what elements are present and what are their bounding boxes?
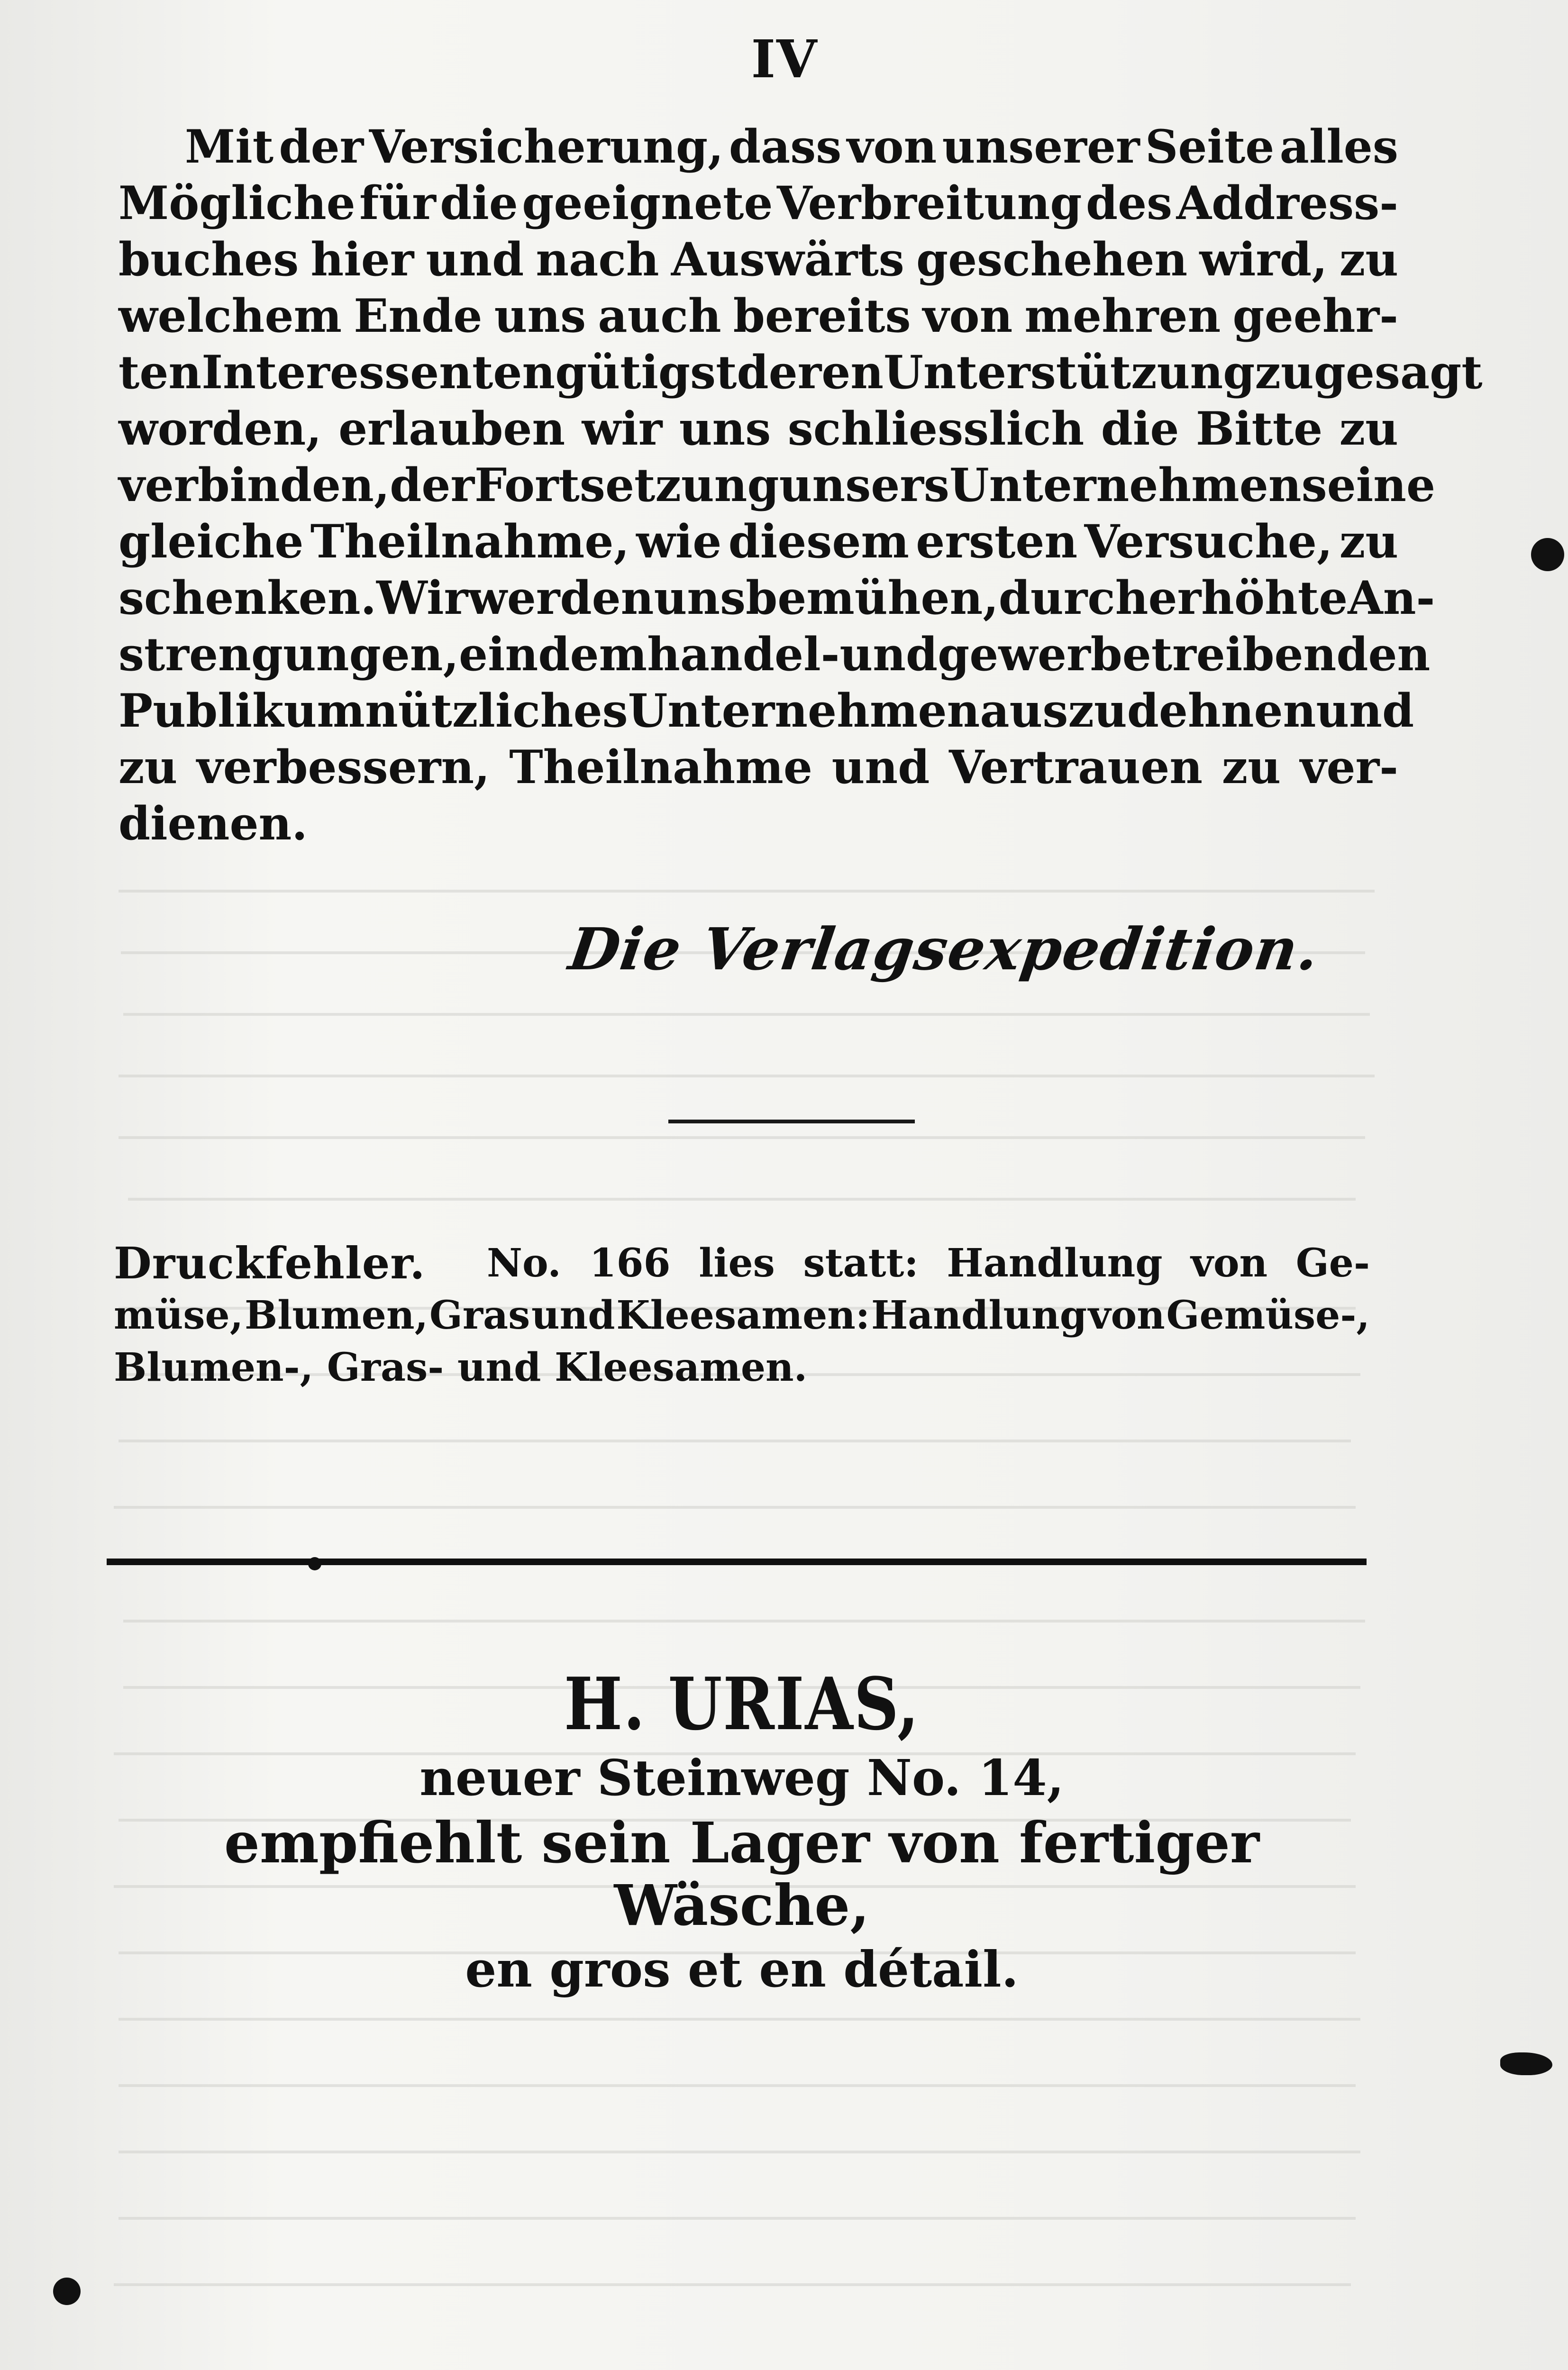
word: die xyxy=(440,176,518,230)
word: werden xyxy=(468,571,654,625)
word: zu xyxy=(119,740,178,794)
word: An- xyxy=(1348,571,1435,625)
word: ersten xyxy=(916,515,1078,568)
errata-line xyxy=(114,1341,1370,1394)
word: Handlung xyxy=(871,1293,1087,1338)
word: von xyxy=(922,289,1013,343)
word: 166 xyxy=(589,1240,671,1286)
paragraph-line xyxy=(119,570,1435,626)
word: geehr- xyxy=(1232,289,1398,343)
word: und xyxy=(426,233,524,286)
word: und xyxy=(839,628,938,681)
ink-speck xyxy=(1500,2052,1552,2075)
word: welchem xyxy=(119,289,342,343)
word: zu xyxy=(1222,740,1281,794)
word: Seite xyxy=(1145,120,1275,173)
paragraph-line xyxy=(119,739,1398,795)
errata-line xyxy=(114,1289,1370,1341)
word: Versicherung, xyxy=(369,120,724,173)
word: zugesagt xyxy=(1255,346,1483,399)
word: dem xyxy=(538,628,647,681)
word: auszudehnen xyxy=(980,684,1316,738)
word: uns xyxy=(679,402,771,456)
paragraph-line xyxy=(119,175,1398,231)
word: ver- xyxy=(1300,740,1398,794)
word: wird, xyxy=(1199,233,1328,286)
word: gütigst xyxy=(555,346,737,399)
word: Handlung xyxy=(947,1240,1163,1286)
word: Theilnahme xyxy=(509,740,812,794)
word: Kleesamen: xyxy=(616,1293,870,1338)
word: gewerbetreibenden xyxy=(938,628,1431,681)
publisher-signature: Die Verlagsexpedition. xyxy=(565,915,1324,983)
word: Unternehmen xyxy=(628,684,980,738)
word: unserer xyxy=(942,120,1140,173)
word: dass xyxy=(729,120,842,173)
word: Mögliche xyxy=(119,176,356,230)
word: Address- xyxy=(1176,176,1398,230)
word: uns xyxy=(494,289,586,343)
word: deren xyxy=(737,346,884,399)
errata-section xyxy=(114,1237,1370,1394)
word: bemühen, xyxy=(746,571,999,625)
paragraph-line xyxy=(119,626,1431,683)
word: von xyxy=(1088,1293,1165,1338)
word: der xyxy=(279,120,364,173)
word: und xyxy=(831,740,930,794)
word: müse, xyxy=(114,1293,244,1338)
word: gleiche xyxy=(119,515,304,568)
word: Ende xyxy=(354,289,483,343)
word: worden, xyxy=(119,402,322,456)
word: von xyxy=(847,120,937,173)
paragraph-line xyxy=(119,795,1398,852)
word: Auswärts xyxy=(671,233,904,286)
main-paragraph xyxy=(119,118,1483,852)
paragraph-line xyxy=(119,288,1398,344)
advertiser-address: neuer Steinweg No. 14, xyxy=(419,1749,1064,1807)
page-number: IV xyxy=(751,28,818,90)
word: Wir xyxy=(376,571,468,625)
errata-title: Druckfehler. xyxy=(114,1238,426,1289)
word: Publikum xyxy=(119,684,365,738)
word: Gras xyxy=(429,1293,530,1338)
word: zu xyxy=(1339,515,1398,568)
word: Gras- xyxy=(327,1345,444,1390)
word: Fortsetzung xyxy=(474,458,779,512)
word: verbinden, xyxy=(119,458,390,512)
signature-rule xyxy=(668,1120,915,1123)
advertiser-name: H. URIAS, xyxy=(564,1661,920,1746)
word: alles xyxy=(1279,120,1398,173)
word: erlauben xyxy=(338,402,565,456)
word: geeignete xyxy=(522,176,773,230)
advertisement xyxy=(161,1661,1322,1999)
word: nützliches xyxy=(365,684,628,738)
paragraph-line xyxy=(119,683,1414,739)
word: und xyxy=(1316,684,1414,738)
word: die xyxy=(1101,402,1179,456)
word: nach xyxy=(536,233,659,286)
word: von xyxy=(1191,1240,1268,1286)
word: Bitte xyxy=(1195,402,1323,456)
paragraph-line xyxy=(119,118,1398,175)
word: Kleesamen. xyxy=(555,1345,808,1390)
word: handel- xyxy=(647,628,840,681)
word: buches xyxy=(119,233,299,286)
word: zu xyxy=(1339,402,1398,456)
word: zu xyxy=(1339,233,1398,286)
paragraph-line xyxy=(119,401,1398,457)
word: auch xyxy=(598,289,721,343)
paragraph-line xyxy=(119,513,1398,570)
word: lies xyxy=(699,1240,775,1286)
word: verbessern, xyxy=(196,740,490,794)
word: Ge- xyxy=(1295,1240,1370,1286)
word: Vertrauen xyxy=(948,740,1203,794)
word: uns xyxy=(654,571,746,625)
word: für xyxy=(359,176,436,230)
paragraph-line xyxy=(119,231,1398,288)
word: ein xyxy=(458,628,538,681)
word: bereits xyxy=(733,289,911,343)
errata-line xyxy=(114,1237,1370,1289)
word: wir xyxy=(582,402,663,456)
word: schliesslich xyxy=(787,402,1085,456)
paragraph-line xyxy=(119,344,1483,401)
word: schenken. xyxy=(119,571,376,625)
word: Theilnahme, xyxy=(310,515,629,568)
word: mehren xyxy=(1024,289,1221,343)
word: eine xyxy=(1327,458,1436,512)
word: und xyxy=(531,1293,615,1338)
advertisement-offer: empfiehlt sein Lager von fertiger Wäsche, xyxy=(224,1810,1260,1938)
advertisement-note: en gros et en détail. xyxy=(465,1940,1019,1998)
word: wie xyxy=(636,515,722,568)
word: diesem xyxy=(728,515,909,568)
ink-speck xyxy=(53,2278,81,2305)
word: Unterstützung xyxy=(884,346,1255,399)
word: statt: xyxy=(803,1240,919,1286)
word: Mit xyxy=(185,120,274,173)
word: ten xyxy=(119,346,202,399)
word: Interessenten xyxy=(201,346,556,399)
word: Unternehmens xyxy=(949,458,1327,512)
word: geschehen xyxy=(916,233,1188,286)
word: Blumen-, xyxy=(114,1345,314,1390)
word: der xyxy=(390,458,475,512)
word: strengungen, xyxy=(119,628,459,681)
word: dienen. xyxy=(119,797,308,850)
word: und xyxy=(457,1345,541,1390)
word: No. xyxy=(487,1240,561,1286)
word: unsers xyxy=(779,458,949,512)
word: Gemüse-, xyxy=(1166,1293,1370,1338)
paragraph-line xyxy=(119,457,1436,513)
section-divider xyxy=(107,1559,1367,1565)
word: des xyxy=(1085,176,1173,230)
ink-speck xyxy=(1531,538,1564,571)
word: Versuche, xyxy=(1084,515,1333,568)
word: erhöhte xyxy=(1148,571,1348,625)
word: Blumen, xyxy=(244,1293,428,1338)
word: Verbreitung xyxy=(776,176,1082,230)
word: hier xyxy=(310,233,414,286)
word: durch xyxy=(998,571,1149,625)
ink-speck xyxy=(308,1557,321,1570)
